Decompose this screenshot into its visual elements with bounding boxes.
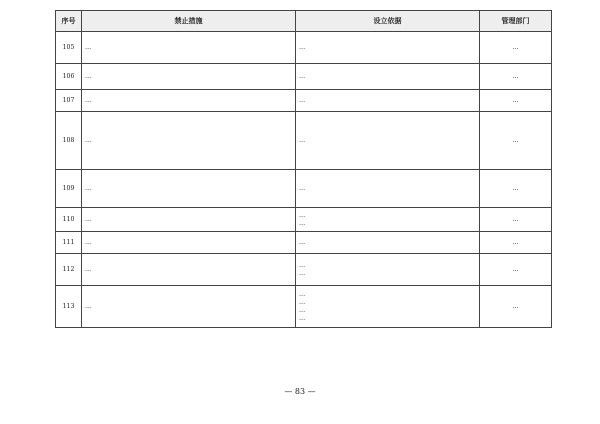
table-row xyxy=(56,64,552,90)
row-number: 107 xyxy=(56,90,82,112)
row-department: … xyxy=(480,90,552,112)
header-measure: 禁止措施 xyxy=(82,11,296,32)
header-department: 管理部门 xyxy=(480,11,552,32)
row-department: … xyxy=(480,254,552,286)
row-measure: … xyxy=(82,286,296,328)
basis-line: … xyxy=(299,238,306,246)
table-row xyxy=(56,254,552,286)
basis-line: … xyxy=(299,72,306,80)
row-number: 110 xyxy=(56,208,82,232)
basis-line: … xyxy=(299,306,306,314)
basis-line: … xyxy=(299,314,306,322)
row-basis xyxy=(296,64,480,90)
row-number: 109 xyxy=(56,170,82,208)
basis-line: … xyxy=(299,290,306,298)
table-row xyxy=(56,232,552,254)
row-measure: … xyxy=(82,90,296,112)
row-number: 105 xyxy=(56,32,82,64)
row-basis xyxy=(296,232,480,254)
row-measure: … xyxy=(82,208,296,232)
table-header-row xyxy=(56,11,552,32)
basis-line: … xyxy=(299,136,306,144)
row-number: 111 xyxy=(56,232,82,254)
table-row xyxy=(56,208,552,232)
row-measure: … xyxy=(82,254,296,286)
row-measure: … xyxy=(82,112,296,170)
row-measure: … xyxy=(82,32,296,64)
table-row xyxy=(56,112,552,170)
row-department: … xyxy=(480,112,552,170)
basis-line: … xyxy=(299,219,306,227)
basis-line: … xyxy=(299,211,306,219)
table-row xyxy=(56,286,552,328)
row-number: 112 xyxy=(56,254,82,286)
row-basis xyxy=(296,254,480,286)
row-number: 113 xyxy=(56,286,82,328)
row-basis xyxy=(296,286,480,328)
row-basis xyxy=(296,208,480,232)
row-basis xyxy=(296,90,480,112)
basis-line: … xyxy=(299,43,306,51)
basis-line: … xyxy=(299,184,306,192)
row-basis xyxy=(296,112,480,170)
table-row xyxy=(56,90,552,112)
basis-line: … xyxy=(299,298,306,306)
row-department: … xyxy=(480,232,552,254)
basis-line: … xyxy=(299,269,306,277)
table-body xyxy=(56,32,552,328)
row-measure: … xyxy=(82,64,296,90)
row-basis xyxy=(296,32,480,64)
table-row xyxy=(56,32,552,64)
row-department: … xyxy=(480,286,552,328)
row-department: … xyxy=(480,64,552,90)
prohibited-measures-table xyxy=(55,10,552,328)
row-basis xyxy=(296,170,480,208)
row-measure: … xyxy=(82,232,296,254)
row-measure: … xyxy=(82,170,296,208)
header-basis: 设立依据 xyxy=(296,11,480,32)
basis-line: … xyxy=(299,261,306,269)
basis-line: … xyxy=(299,96,306,104)
row-number: 106 xyxy=(56,64,82,90)
row-department: … xyxy=(480,208,552,232)
row-department: … xyxy=(480,32,552,64)
header-number: 序号 xyxy=(56,11,82,32)
page-number: — 83 — xyxy=(284,387,316,396)
row-department: … xyxy=(480,170,552,208)
table-row xyxy=(56,170,552,208)
row-number: 108 xyxy=(56,112,82,170)
